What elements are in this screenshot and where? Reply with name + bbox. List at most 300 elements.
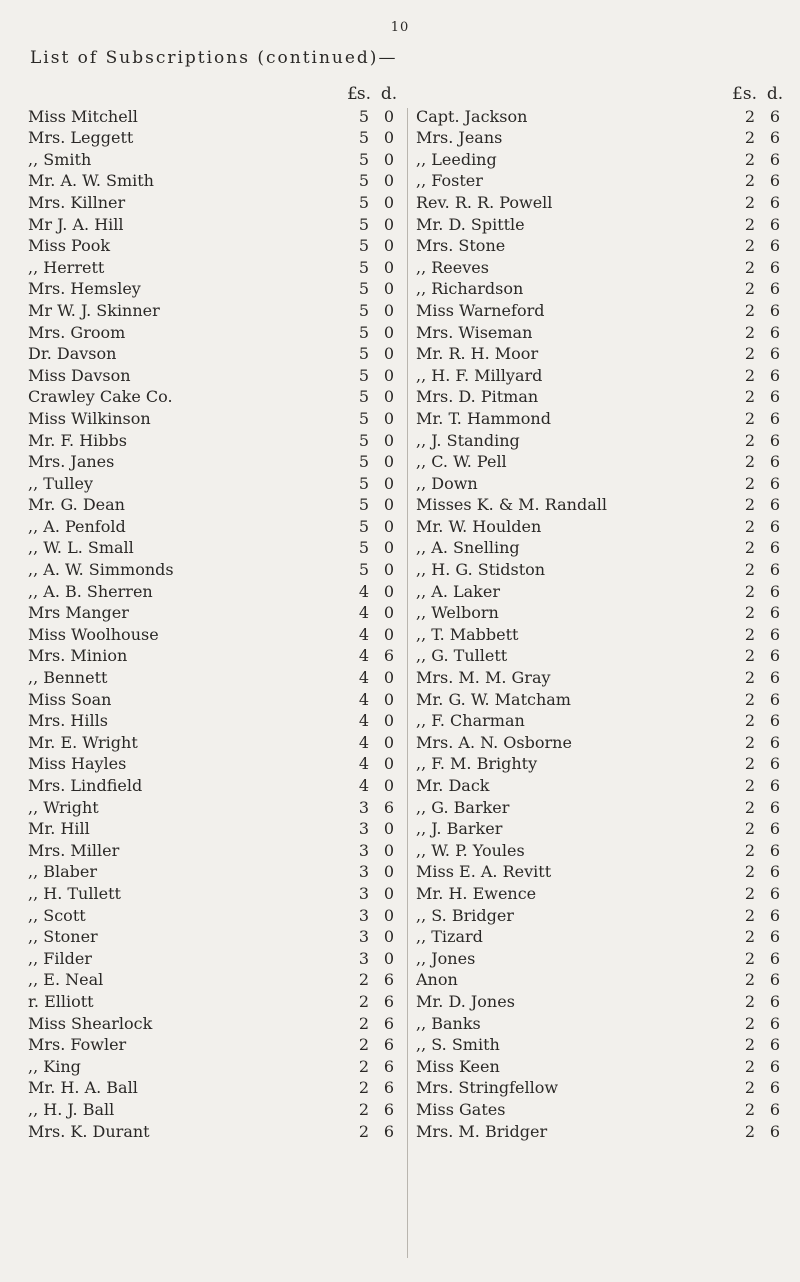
shillings-amount: 5 <box>358 473 370 493</box>
pence-amount: 6 <box>383 646 395 666</box>
subscriber-name: Mr. A. W. Smith <box>28 171 154 191</box>
shillings-amount: 2 <box>744 646 756 666</box>
pence-amount: 6 <box>769 344 781 364</box>
shillings-amount: 2 <box>744 365 756 385</box>
subscriber-name: ,, Herrett <box>28 257 105 277</box>
subscriber-row <box>416 602 788 624</box>
shillings-amount: 2 <box>744 819 756 839</box>
shillings-amount: 3 <box>358 819 370 839</box>
subscriber-name: Mrs. M. M. Gray <box>416 668 551 688</box>
subscriber-name: ,, S. Bridger <box>416 905 514 925</box>
subscriber-row <box>416 365 788 387</box>
subscriber-row <box>416 969 788 991</box>
shillings-amount: 5 <box>358 171 370 191</box>
subscriber-name: Mr. H. Ewence <box>416 883 537 903</box>
subscriber-row <box>28 991 403 1013</box>
pence-amount: 6 <box>769 776 781 795</box>
subscriber-row <box>28 602 403 624</box>
subscriber-name: ,, E. Neal <box>28 970 104 990</box>
subscriber-name: Mr. G. Dean <box>28 495 125 515</box>
subscriber-row <box>28 861 403 883</box>
subscriber-name: ,, H. F. Millyard <box>416 365 543 385</box>
subscriber-name: Mrs. Minion <box>28 646 128 666</box>
shillings-amount: 2 <box>744 754 756 774</box>
pence-amount: 6 <box>769 754 781 774</box>
subscriber-row <box>416 905 788 927</box>
subscriber-name: Miss Soan <box>28 689 112 709</box>
shillings-amount: 2 <box>744 732 756 752</box>
pence-amount: 6 <box>769 408 781 428</box>
pence-amount: 6 <box>769 646 781 666</box>
subscriber-name: Mrs. D. Pitman <box>416 387 539 407</box>
shillings-header: s. <box>742 84 758 104</box>
pence-amount: 6 <box>769 279 781 299</box>
pence-amount: 6 <box>769 603 781 623</box>
subscriber-row <box>28 797 403 819</box>
pence-amount: 6 <box>769 452 781 472</box>
subscriber-name: ,, F. Charman <box>416 711 525 731</box>
shillings-amount: 4 <box>358 776 370 795</box>
pence-amount: 0 <box>383 668 395 688</box>
pence-amount: 0 <box>383 560 395 580</box>
subscriber-row <box>28 1056 403 1078</box>
shillings-amount: 2 <box>744 689 756 709</box>
subscriber-row <box>28 278 403 300</box>
pence-amount: 6 <box>769 819 781 839</box>
shillings-amount: 2 <box>744 279 756 299</box>
column-divider <box>407 108 408 1258</box>
subscriber-name: ,, Foster <box>416 171 483 191</box>
subscriber-row <box>416 775 788 797</box>
subscriber-name: ,, W. L. Small <box>28 538 134 558</box>
shillings-amount: 3 <box>358 948 370 968</box>
subscriber-name: Mrs. Groom <box>28 322 126 342</box>
subscriber-row <box>28 494 403 516</box>
pence-amount: 6 <box>769 149 781 169</box>
pence-amount: 0 <box>383 495 395 515</box>
shillings-amount: 2 <box>744 387 756 407</box>
subscriber-name: ,, H. G. Stidston <box>416 560 546 580</box>
pence-amount: 0 <box>383 840 395 860</box>
pence-amount: 6 <box>769 171 781 191</box>
subscriber-name: ,, Richardson <box>416 279 524 299</box>
pence-amount: 6 <box>769 1078 781 1098</box>
shillings-amount: 2 <box>744 1078 756 1098</box>
pence-amount: 6 <box>383 991 395 1011</box>
pence-amount: 0 <box>383 214 395 234</box>
subscriber-name: Mr J. A. Hill <box>28 214 124 234</box>
pence-amount: 6 <box>769 1035 781 1055</box>
shillings-amount: 3 <box>358 840 370 860</box>
subscriber-name: Miss E. A. Revitt <box>416 862 552 882</box>
subscriber-name: Miss Woolhouse <box>28 624 159 644</box>
subscriber-row <box>416 667 788 689</box>
shillings-amount: 5 <box>358 365 370 385</box>
right-column-header <box>416 84 788 106</box>
subscriber-row <box>416 732 788 754</box>
shillings-amount: 5 <box>358 495 370 515</box>
pence-amount: 6 <box>769 840 781 860</box>
shillings-amount: 5 <box>358 560 370 580</box>
pence-amount: 6 <box>769 322 781 342</box>
pence-amount: 0 <box>383 344 395 364</box>
subscriber-name: ,, J. Barker <box>416 819 503 839</box>
subscriber-name: Mrs. Leggett <box>28 128 134 148</box>
shillings-amount: 2 <box>744 473 756 493</box>
subscriber-row <box>416 408 788 430</box>
subscriber-name: Miss Mitchell <box>28 106 138 126</box>
subscriber-row <box>28 430 403 452</box>
pence-amount: 6 <box>383 1013 395 1033</box>
pence-amount: 6 <box>769 668 781 688</box>
shillings-amount: 2 <box>744 905 756 925</box>
subscriber-name: Miss Hayles <box>28 754 127 774</box>
shillings-amount: 5 <box>358 387 370 407</box>
pence-amount: 6 <box>769 473 781 493</box>
pence-amount: 6 <box>383 1099 395 1119</box>
pence-amount: 6 <box>769 1013 781 1033</box>
shillings-amount: 2 <box>744 1013 756 1033</box>
subscriber-name: Mr. D. Spittle <box>416 214 525 234</box>
shillings-amount: 5 <box>358 149 370 169</box>
subscriber-name: ,, Tizard <box>416 927 483 947</box>
subscriber-row <box>28 689 403 711</box>
left-subscriber-list <box>28 106 403 1143</box>
shillings-amount: 2 <box>744 1121 756 1141</box>
subscriber-row <box>416 430 788 452</box>
subscriber-row <box>28 624 403 646</box>
pence-header: d. <box>380 84 398 104</box>
pence-amount: 6 <box>769 581 781 601</box>
subscriber-name: Miss Davson <box>28 365 131 385</box>
pence-amount: 0 <box>383 927 395 947</box>
subscriber-name: Misses K. & M. Randall <box>416 495 607 515</box>
subscriber-row <box>416 343 788 365</box>
subscriber-name: r. Elliott <box>28 991 94 1011</box>
shillings-amount: 2 <box>744 344 756 364</box>
subscriber-row <box>416 840 788 862</box>
subscriber-name: ,, Leeding <box>416 149 497 169</box>
subscriber-row <box>416 235 788 257</box>
pence-amount: 6 <box>769 1056 781 1076</box>
pence-amount: 6 <box>769 927 781 947</box>
subscriber-row <box>28 969 403 991</box>
subscriber-name: ,, Blaber <box>28 862 98 882</box>
subscriber-row <box>416 1034 788 1056</box>
pence-amount: 0 <box>383 581 395 601</box>
shillings-amount: 2 <box>744 408 756 428</box>
shillings-amount: 2 <box>744 668 756 688</box>
pence-amount: 0 <box>383 128 395 148</box>
shillings-amount: 5 <box>358 452 370 472</box>
pence-amount: 0 <box>383 711 395 731</box>
pence-amount: 6 <box>769 106 781 126</box>
subscriber-row <box>28 257 403 279</box>
shillings-amount: 2 <box>744 192 756 212</box>
subscriber-name: ,, Scott <box>28 905 86 925</box>
shillings-amount: 2 <box>744 538 756 558</box>
subscriber-row <box>416 1013 788 1035</box>
subscriber-row <box>28 1099 403 1121</box>
pence-amount: 6 <box>383 1078 395 1098</box>
pence-amount: 0 <box>383 387 395 407</box>
pence-amount: 0 <box>383 754 395 774</box>
pence-amount: 0 <box>383 192 395 212</box>
subscriber-name: ,, A. Penfold <box>28 516 126 536</box>
shillings-amount: 5 <box>358 322 370 342</box>
subscriber-row <box>416 214 788 236</box>
subscriber-row <box>416 991 788 1013</box>
pence-amount: 6 <box>769 128 781 148</box>
pence-amount: 0 <box>383 279 395 299</box>
subscriber-row <box>28 1121 403 1143</box>
subscriber-row <box>416 170 788 192</box>
pence-amount: 6 <box>769 905 781 925</box>
subscriber-row <box>416 127 788 149</box>
shillings-amount: 2 <box>744 430 756 450</box>
shillings-amount: 2 <box>744 322 756 342</box>
shillings-amount: 3 <box>358 905 370 925</box>
subscriber-name: ,, W. P. Youles <box>416 840 525 860</box>
subscriber-name: Capt. Jackson <box>416 106 528 126</box>
subscriber-name: Mr. W. Houlden <box>416 516 542 536</box>
pence-amount: 0 <box>383 516 395 536</box>
subscriber-name: Mrs. Jeans <box>416 128 503 148</box>
subscriber-row <box>416 451 788 473</box>
subscriber-name: Mrs. A. N. Osborne <box>416 732 572 752</box>
pence-amount: 6 <box>383 970 395 990</box>
shillings-amount: 4 <box>358 668 370 688</box>
subscriber-row <box>28 408 403 430</box>
pence-amount: 6 <box>769 689 781 709</box>
subscriber-name: ,, Wright <box>28 797 99 817</box>
shillings-amount: 2 <box>744 862 756 882</box>
pence-amount: 6 <box>769 970 781 990</box>
subscriber-row <box>416 278 788 300</box>
shillings-amount: 5 <box>358 430 370 450</box>
subscriber-name: ,, Down <box>416 473 478 493</box>
shillings-amount: 2 <box>744 452 756 472</box>
subscriber-row <box>416 883 788 905</box>
shillings-amount: 5 <box>358 257 370 277</box>
pence-amount: 0 <box>383 819 395 839</box>
page-heading: List of Subscriptions (continued)— <box>30 48 398 68</box>
right-subscriber-list <box>416 106 788 1143</box>
subscriber-name: ,, Welborn <box>416 603 499 623</box>
shillings-amount: 2 <box>744 257 756 277</box>
subscriber-name: ,, A. Snelling <box>416 538 520 558</box>
subscriber-name: Miss Wilkinson <box>28 408 151 428</box>
pence-amount: 6 <box>769 192 781 212</box>
subscriber-name: Mrs. Stringfellow <box>416 1078 559 1098</box>
shillings-amount: 2 <box>744 214 756 234</box>
pence-amount: 0 <box>383 171 395 191</box>
left-column <box>28 84 403 1142</box>
subscriber-row <box>28 645 403 667</box>
subscriber-name: Mr. Dack <box>416 776 490 795</box>
subscriber-name: Rev. R. R. Powell <box>416 192 553 212</box>
shillings-amount: 2 <box>744 624 756 644</box>
pence-amount: 0 <box>383 300 395 320</box>
shillings-amount: 4 <box>358 581 370 601</box>
shillings-amount: 4 <box>358 603 370 623</box>
subscriber-name: Mr. D. Jones <box>416 991 515 1011</box>
subscriber-name: Mr. G. W. Matcham <box>416 689 571 709</box>
subscriber-name: Miss Pook <box>28 236 111 256</box>
subscriber-name: ,, King <box>28 1056 81 1076</box>
subscriber-row <box>416 1099 788 1121</box>
shillings-amount: 2 <box>744 711 756 731</box>
shillings-amount: 2 <box>744 128 756 148</box>
pence-amount: 0 <box>383 236 395 256</box>
shillings-amount: 2 <box>744 1056 756 1076</box>
subscriber-row <box>28 214 403 236</box>
pence-amount: 6 <box>769 862 781 882</box>
shillings-amount: 4 <box>358 646 370 666</box>
pence-amount: 0 <box>383 624 395 644</box>
subscriber-row <box>416 948 788 970</box>
subscriber-row <box>28 235 403 257</box>
subscriber-row <box>416 581 788 603</box>
shillings-amount: 2 <box>358 1035 370 1055</box>
subscriber-row <box>28 106 403 128</box>
subscriber-name: Mrs. Lindfield <box>28 776 143 795</box>
subscriber-name: Mrs. Killner <box>28 192 126 212</box>
shillings-amount: 2 <box>744 927 756 947</box>
subscriber-row <box>28 127 403 149</box>
shillings-amount: 4 <box>358 732 370 752</box>
subscriber-name: ,, Banks <box>416 1013 481 1033</box>
pence-amount: 6 <box>769 797 781 817</box>
subscriber-name: ,, Stoner <box>28 927 98 947</box>
subscriber-row <box>28 1013 403 1035</box>
shillings-amount: 2 <box>744 560 756 580</box>
subscriber-row <box>416 645 788 667</box>
subscriber-row <box>28 926 403 948</box>
subscriber-name: ,, G. Tullett <box>416 646 508 666</box>
pence-amount: 6 <box>769 430 781 450</box>
subscriber-row <box>28 300 403 322</box>
shillings-amount: 2 <box>744 106 756 126</box>
shillings-amount: 2 <box>744 149 756 169</box>
pence-amount: 0 <box>383 408 395 428</box>
subscriber-row <box>28 559 403 581</box>
shillings-amount: 4 <box>358 754 370 774</box>
shillings-amount: 2 <box>744 797 756 817</box>
subscriber-name: Mrs. Miller <box>28 840 120 860</box>
pence-amount: 0 <box>383 430 395 450</box>
subscriber-name: Mrs. Hills <box>28 711 108 731</box>
subscriber-name: ,, A. Laker <box>416 581 500 601</box>
subscriber-name: Mrs. Hemsley <box>28 279 141 299</box>
subscriber-row <box>416 494 788 516</box>
subscriber-name: Mr. T. Hammond <box>416 408 551 428</box>
shillings-amount: 2 <box>744 970 756 990</box>
shillings-amount: 5 <box>358 279 370 299</box>
subscriber-name: ,, G. Barker <box>416 797 510 817</box>
subscriber-row <box>28 386 403 408</box>
subscriber-row <box>28 192 403 214</box>
pence-amount: 0 <box>383 689 395 709</box>
shillings-amount: 5 <box>358 128 370 148</box>
page-number: 10 <box>390 20 410 35</box>
pence-amount: 0 <box>383 106 395 126</box>
pence-amount: 6 <box>769 257 781 277</box>
pence-amount: 6 <box>769 365 781 385</box>
subscriber-name: Miss Shearlock <box>28 1013 153 1033</box>
subscriber-row <box>28 149 403 171</box>
shillings-amount: 2 <box>744 603 756 623</box>
subscriber-row <box>28 473 403 495</box>
subscriber-row <box>416 926 788 948</box>
shillings-amount: 2 <box>744 840 756 860</box>
subscriber-row <box>28 322 403 344</box>
subscriber-name: Miss Keen <box>416 1056 500 1076</box>
subscriber-name: ,, A. W. Simmonds <box>28 560 174 580</box>
subscriber-row <box>28 365 403 387</box>
subscriber-row <box>28 732 403 754</box>
subscriber-name: Mrs. K. Durant <box>28 1121 150 1141</box>
subscriber-row <box>416 753 788 775</box>
subscriber-name: Crawley Cake Co. <box>28 387 173 407</box>
subscriber-name: Mrs. M. Bridger <box>416 1121 548 1141</box>
subscriber-row <box>28 883 403 905</box>
pence-amount: 6 <box>769 732 781 752</box>
subscriber-row <box>28 537 403 559</box>
subscriber-row <box>28 710 403 732</box>
subscriber-name: Mrs. Wiseman <box>416 322 533 342</box>
left-column-header <box>28 84 403 106</box>
pence-amount: 6 <box>769 1121 781 1141</box>
subscriber-row <box>416 106 788 128</box>
shillings-header: s. <box>356 84 372 104</box>
shillings-amount: 2 <box>358 970 370 990</box>
subscriber-name: ,, Jones <box>416 948 476 968</box>
pence-amount: 0 <box>383 603 395 623</box>
subscriber-row <box>28 753 403 775</box>
pence-amount: 0 <box>383 732 395 752</box>
subscriber-row <box>416 1056 788 1078</box>
subscriber-row <box>416 861 788 883</box>
subscriber-name: ,, H. J. Ball <box>28 1099 115 1119</box>
shillings-amount: 2 <box>358 1078 370 1098</box>
subscriber-row <box>416 473 788 495</box>
pence-amount: 0 <box>383 538 395 558</box>
subscriber-name: Mr. Hill <box>28 819 90 839</box>
pence-amount: 6 <box>769 1099 781 1119</box>
subscriber-row <box>28 343 403 365</box>
subscriber-row <box>416 1121 788 1143</box>
pence-amount: 6 <box>769 495 781 515</box>
subscriber-name: ,, T. Mabbett <box>416 624 519 644</box>
shillings-amount: 4 <box>358 624 370 644</box>
subscriber-name: ,, Filder <box>28 948 92 968</box>
shillings-amount: 2 <box>744 991 756 1011</box>
subscriber-name: ,, J. Standing <box>416 430 520 450</box>
shillings-amount: 2 <box>358 1013 370 1033</box>
pence-amount: 0 <box>383 149 395 169</box>
shillings-amount: 2 <box>744 236 756 256</box>
subscriber-row <box>416 818 788 840</box>
subscriber-name: Mr. H. A. Ball <box>28 1078 138 1098</box>
pence-header: d. <box>766 84 784 104</box>
shillings-amount: 2 <box>744 883 756 903</box>
shillings-amount: 5 <box>358 214 370 234</box>
shillings-amount: 2 <box>744 300 756 320</box>
pence-amount: 6 <box>769 948 781 968</box>
subscriber-name: ,, Reeves <box>416 257 489 277</box>
pence-amount: 6 <box>769 300 781 320</box>
